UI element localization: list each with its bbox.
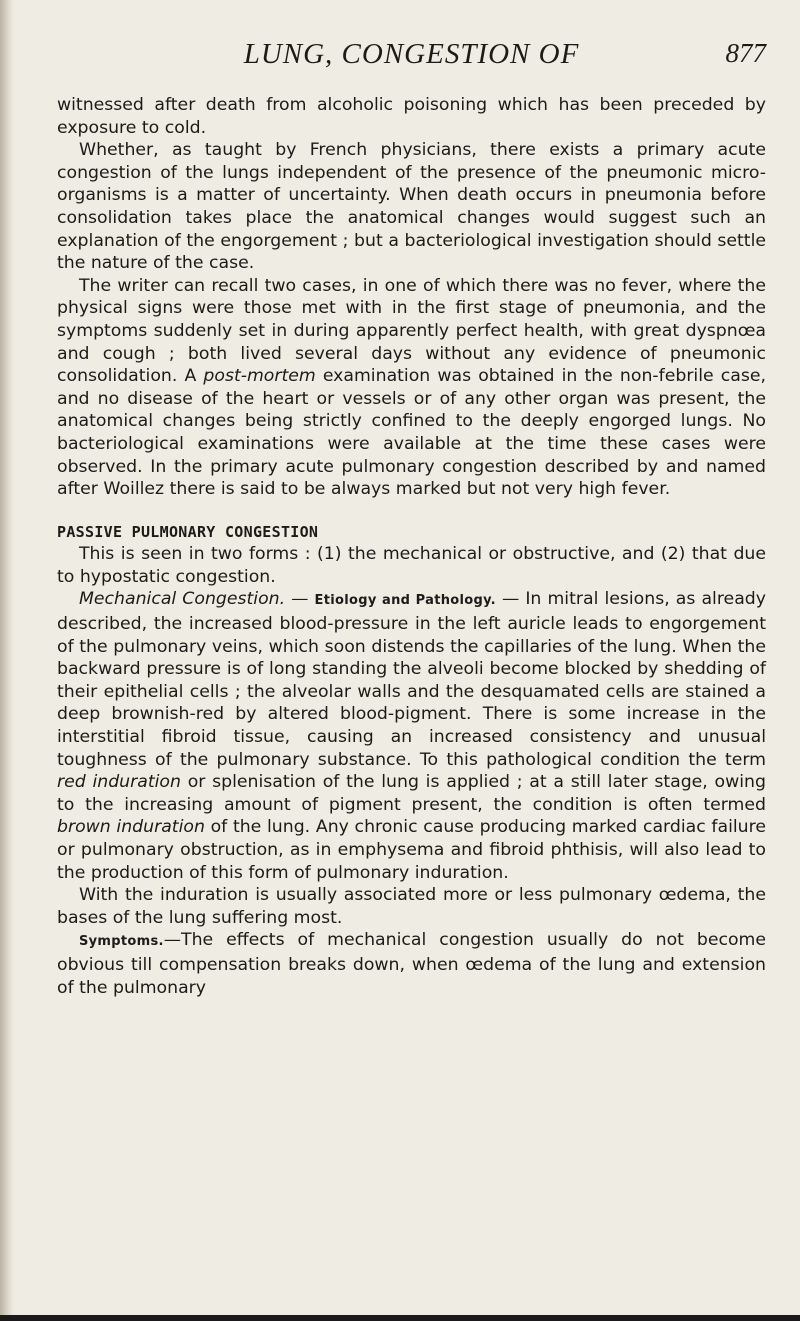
paragraph-continued: witnessed after death from alcoholic poisoning which has been preceded by exposure to cold. xyxy=(57,95,766,138)
paragraph-text: —The effects of mechanical congestion usually do not become obvious till compensation breaks down, when œdema of the lung and extension of the pulmonary xyxy=(57,930,766,998)
body-text xyxy=(57,94,766,999)
italic-term: red induration xyxy=(57,772,181,793)
paragraph-text: examination was obtained in the non-febrile case, and no disease of the heart or vessels or of any other organ was present, the anatomical changes being strictly confined to the deeply engorged lungs. No bacteriological examinations were available at the time these cases were observed. In the primary acute pulmonary congestion described by and named after Woillez there is said to be always marked but not very high fever. xyxy=(57,366,766,500)
paragraph-symptoms xyxy=(57,929,766,999)
scan-bottom-edge xyxy=(0,1315,800,1321)
dash: — xyxy=(285,589,315,610)
paragraph-mechanical-congestion xyxy=(57,588,766,884)
paragraph-forms: This is seen in two forms : (1) the mechanical or obstructive, and (2) that due to hypostatic congestion. xyxy=(57,544,766,587)
running-head xyxy=(57,38,766,82)
paragraph-oedema: With the induration is usually associated more or less pulmonary œdema, the bases of the lung suffering most. xyxy=(57,885,766,928)
paragraph-text: of the lung. Any chronic cause producing marked cardiac failure or pulmonary obstruction, as in emphysema and fibroid phthisis, will also lead to the production of this form of pulmonary induration. xyxy=(57,817,766,883)
page-number: 877 xyxy=(725,38,766,68)
page-binding-edge xyxy=(0,0,14,1321)
italic-term: post-mortem xyxy=(203,366,316,387)
paragraph-text: or splenisation of the lung is applied ; at a still later stage, owing to the increasing amount of pigment present, the condition is often termed xyxy=(57,772,766,815)
italic-term: brown induration xyxy=(57,817,205,838)
paragraph-text: — In mitral lesions, as already described, the increased blood-pressure in the left auricle leads to engorgement of the pulmonary veins, which soon distends the capillaries of the lung. When the backward pressure is of long standing the alveoli become blocked by shedding of their epithelial cells ; the alveolar walls and the desquamated cells are stained a deep brownish-red by altered blood-pigment. There is some increase in the interstitial fibroid tissue, causing an increased consistency and unusual toughness of the pulmonary substance. To this pathological condition the term xyxy=(57,589,766,770)
paragraph-primary-congestion: Whether, as taught by French physicians, there exists a primary acute congestion of the lungs independent of the presence of the pneumonic micro-organisms is a matter of uncertainty. When death occurs in pneumonia before consolidation takes place the anatomical changes would suggest such an explanation of the engorgement ; but a bacteriological investigation should settle the nature of the case. xyxy=(57,140,766,274)
paragraph-writer-cases xyxy=(57,275,766,501)
paragraph-text: The writer can recall two cases, in one of which there was no fever, where the physical signs were those met with in the first stage of pneumonia, and the symptoms suddenly set in during apparently perfect health, with great dyspnœa and cough ; both lived several days without any evidence of pneumonic consolidation. A xyxy=(57,275,766,387)
symptoms-label: Symptoms. xyxy=(79,934,164,950)
subsection-title: Mechanical Congestion. xyxy=(79,589,286,610)
running-head-title: LUNG, CONGESTION OF xyxy=(243,38,580,70)
book-page xyxy=(57,38,766,999)
subsection-label: Etiology and Pathology. xyxy=(314,593,496,609)
section-heading: PASSIVE PULMONARY CONGESTION xyxy=(57,522,319,541)
